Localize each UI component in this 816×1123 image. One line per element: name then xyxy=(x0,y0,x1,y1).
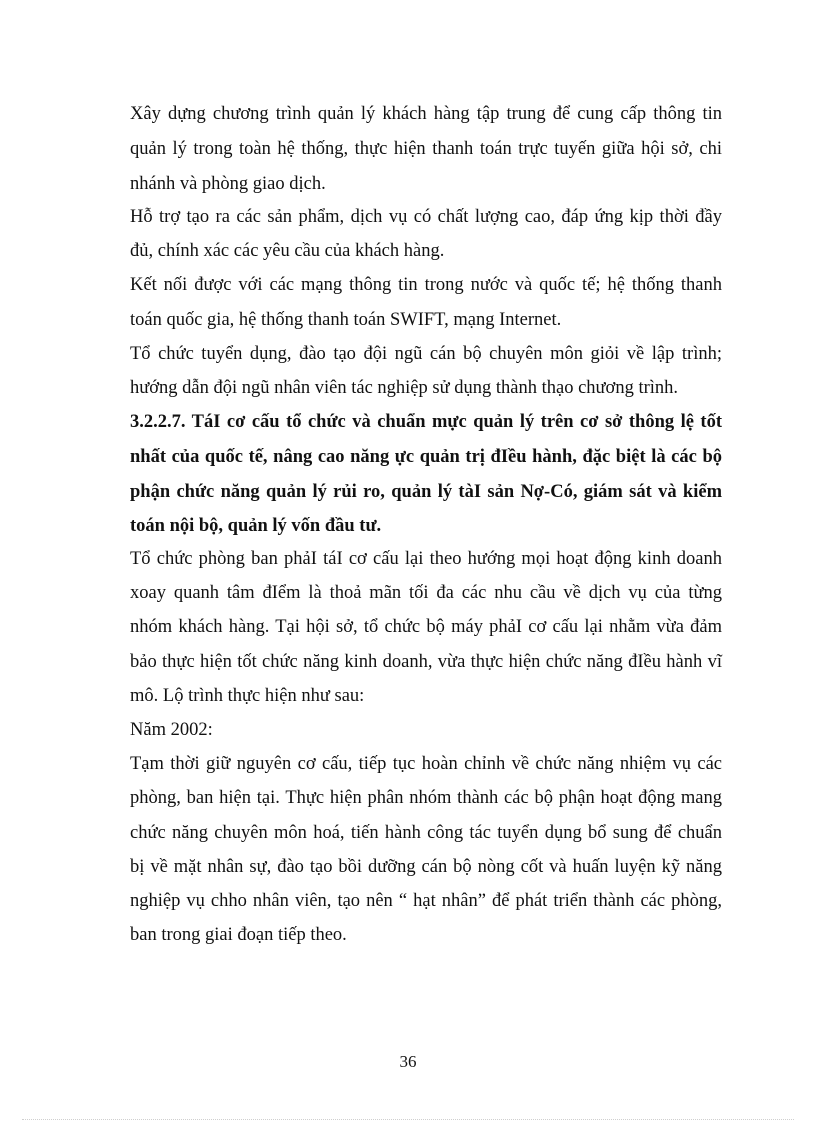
paragraph-1-line-3: nhánh và phòng giao dịch. xyxy=(130,174,326,194)
paragraph-8-line-4: bị về mặt nhân sự, đào tạo bồi dưỡng cán bộ nòng cốt và huấn luyện kỹ năng xyxy=(130,857,722,877)
paragraph-6-line-1: Tổ chức phòng ban phảI táI cơ cấu lại theo hướng mọi hoạt động kinh doanh xyxy=(130,549,722,569)
paragraph-8-line-1: Tạm thời giữ nguyên cơ cấu, tiếp tục hoàn chỉnh về chức năng nhiệm vụ các xyxy=(130,754,722,774)
paragraph-2-line-1: Hỗ trợ tạo ra các sản phẩm, dịch vụ có chất lượng cao, đáp ứng kịp thời đầy xyxy=(130,207,722,227)
paragraph-6-line-3: nhóm khách hàng. Tại hội sở, tổ chức bộ máy phảI cơ cấu lại nhằm vừa đảm xyxy=(130,617,722,637)
paragraph-2-line-2: đủ, chính xác các yêu cầu của khách hàng. xyxy=(130,241,445,261)
paragraph-1-line-2: quản lý trong toàn hệ thống, thực hiện thanh toán trực tuyến giữa hội sở, chi xyxy=(130,139,722,159)
paragraph-8-line-6: ban trong giai đoạn tiếp theo. xyxy=(130,925,347,945)
paragraph-6-line-4: bảo thực hiện tốt chức năng kinh doanh, vừa thực hiện chức năng đIều hành vĩ xyxy=(130,652,722,672)
paragraph-1-line-1: Xây dựng chương trình quản lý khách hàng tập trung để cung cấp thông tin xyxy=(130,104,722,124)
paragraph-8-line-2: phòng, ban hiện tại. Thực hiện phân nhóm thành các bộ phận hoạt động mang xyxy=(130,788,722,808)
paragraph-8-line-3: chức năng chuyên môn hoá, tiến hành công tác tuyển dụng bổ sung để chuẩn xyxy=(130,823,722,843)
section-heading-line-2: nhất của quốc tế, nâng cao năng ực quản trị đIều hành, đặc biệt là các bộ xyxy=(130,447,722,467)
section-heading-line-3: phận chức năng quản lý rủi ro, quản lý tàI sản Nợ-Có, giám sát và kiểm xyxy=(130,482,722,502)
paragraph-6-line-2: xoay quanh tâm đIểm là thoả mãn tối đa các nhu cầu về dịch vụ của từng xyxy=(130,583,722,603)
paragraph-4-line-1: Tổ chức tuyển dụng, đào tạo đội ngũ cán bộ chuyên môn giỏi về lập trình; xyxy=(130,344,722,364)
paragraph-4-line-2: hướng dẫn đội ngũ nhân viên tác nghiệp sử dụng thành thạo chương trình. xyxy=(130,378,679,398)
paragraph-6-line-5: mô. Lộ trình thực hiện như sau: xyxy=(130,686,365,706)
page-edge-divider xyxy=(22,1119,794,1120)
section-heading-line-1: 3.2.2.7. TáI cơ cấu tổ chức và chuẩn mực quản lý trên cơ sở thông lệ tốt xyxy=(130,412,722,432)
page-number: 36 xyxy=(399,1052,417,1071)
year-label: Năm 2002: xyxy=(130,720,213,740)
paragraph-3-line-1: Kết nối được với các mạng thông tin trong nước và quốc tế; hệ thống thanh xyxy=(130,275,722,295)
section-heading-line-4: toán nội bộ, quản lý vốn đầu tư. xyxy=(130,516,382,536)
paragraph-8-line-5: nghiệp vụ chho nhân viên, tạo nên “ hạt nhân” để phát triển thành các phòng, xyxy=(130,891,722,911)
paragraph-3-line-2: toán quốc gia, hệ thống thanh toán SWIFT, mạng Internet. xyxy=(130,310,562,330)
